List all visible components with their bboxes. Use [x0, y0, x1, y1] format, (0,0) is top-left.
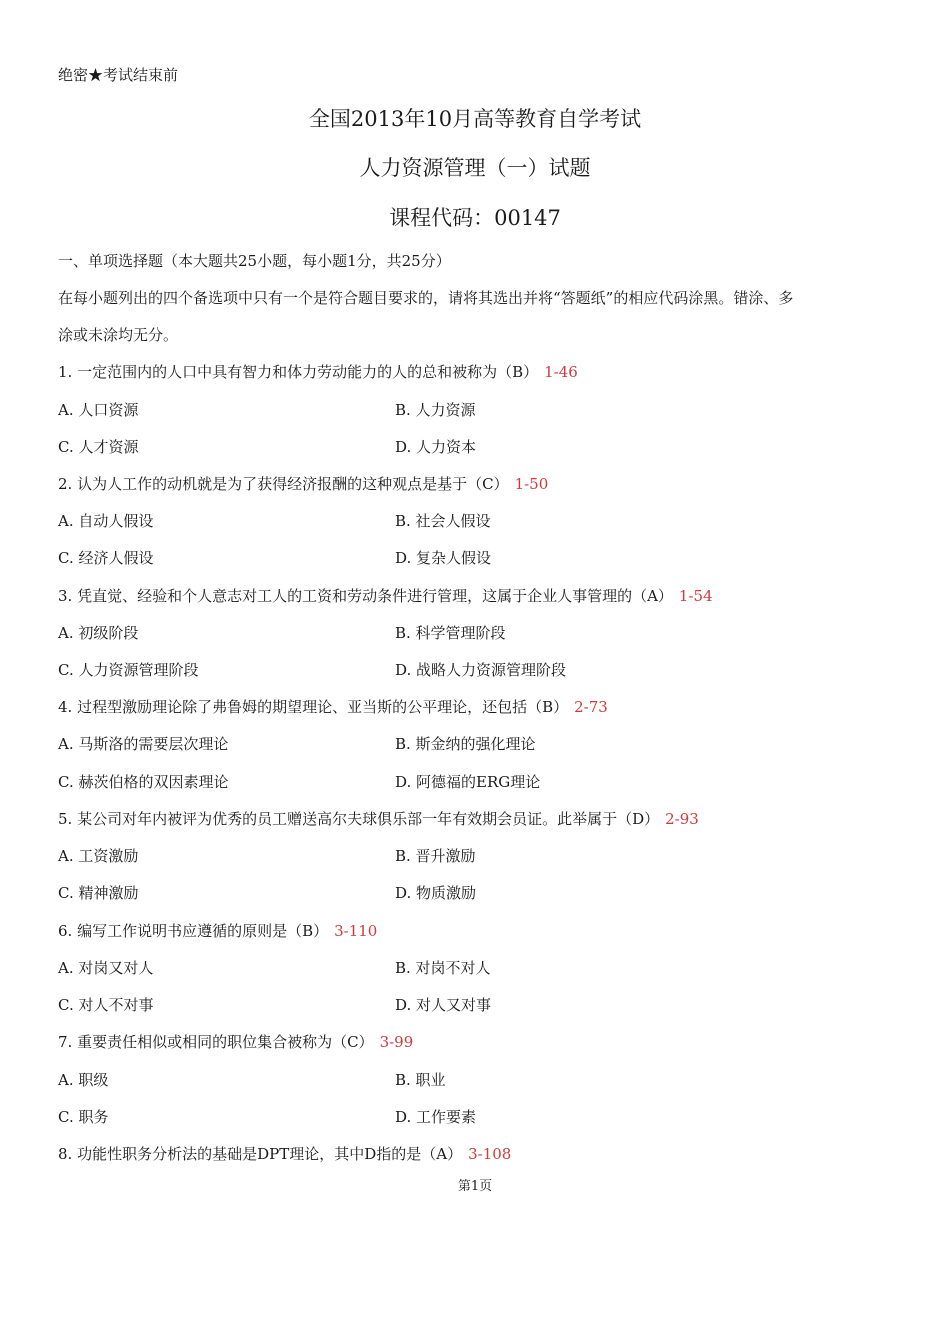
option-d: D. 工作要素 [395, 1108, 477, 1126]
option-d: D. 战略人力资源管理阶段 [395, 661, 567, 679]
option-c: C. 对人不对事 [58, 996, 154, 1014]
option-c: C. 赫茨伯格的双因素理论 [58, 773, 229, 791]
page-reference: 1-50 [514, 475, 549, 493]
option-d: D. 阿德福的ERG理论 [395, 773, 541, 791]
question-stem [58, 808, 699, 829]
question-text: 4. 过程型激励理论除了弗鲁姆的期望理论、亚当斯的公平理论，还包括（B） [58, 698, 569, 716]
page-reference: 3-99 [379, 1033, 414, 1051]
option-b: B. 人力资源 [395, 401, 476, 419]
option-c: C. 人才资源 [58, 438, 139, 456]
option-a: A. 职级 [58, 1071, 109, 1089]
page-reference: 1-46 [544, 363, 578, 381]
page-number: 第1页 [457, 1179, 493, 1194]
question-stem [58, 1143, 511, 1164]
option-b: B. 对岗不对人 [395, 959, 491, 977]
course-code: 课程代码：00147 [389, 206, 561, 230]
page-reference: 3-108 [468, 1145, 512, 1163]
section-heading: 一、单项选择题（本大题共25小题，每小题1分，共25分） [58, 252, 451, 270]
question-text: 3. 凭直觉、经验和个人意志对工人的工资和劳动条件进行管理，这属于企业人事管理的（A） [58, 587, 673, 605]
question-text: 1. 一定范围内的人口中具有智力和体力劳动能力的人的总和被称为（B） [58, 363, 539, 381]
option-d: D. 物质激励 [395, 884, 477, 902]
question-stem [58, 585, 713, 606]
question-stem [58, 361, 578, 382]
question-text: 2. 认为人工作的动机就是为了获得经济报酬的这种观点是基于（C） [58, 475, 509, 493]
option-c: C. 人力资源管理阶段 [58, 661, 199, 679]
question-stem [58, 1031, 413, 1052]
option-b: B. 社会人假设 [395, 512, 491, 530]
question-text: 6. 编写工作说明书应遵循的原则是（B） [58, 922, 329, 940]
page-reference: 2-73 [574, 698, 608, 716]
option-a: A. 初级阶段 [58, 624, 139, 642]
page-reference: 1-54 [678, 587, 713, 605]
option-a: A. 工资激励 [58, 847, 139, 865]
question-text: 8. 功能性职务分析法的基础是DPT理论，其中D指的是（A） [58, 1145, 463, 1163]
page-reference: 2-93 [665, 810, 699, 828]
secret-label: 绝密★考试结束前 [58, 66, 179, 84]
question-text: 5. 某公司对年内被评为优秀的员工赠送高尔夫球俱乐部一年有效期会员证。此举属于（D） [58, 810, 660, 828]
subject-title: 人力资源管理（一）试题 [359, 156, 591, 180]
option-a: A. 自动人假设 [58, 512, 154, 530]
option-c: C. 精神激励 [58, 884, 139, 902]
exam-title: 全国2013年10月高等教育自学考试 [308, 107, 642, 131]
option-a: A. 对岗又对人 [58, 959, 154, 977]
instruction-line-1: 在每小题列出的四个备选项中只有一个是符合题目要求的，请将其选出并将“答题纸”的相应代码涂黑。错涂、多 [58, 289, 794, 307]
option-b: B. 斯金纳的强化理论 [395, 735, 536, 753]
option-d: D. 对人又对事 [395, 996, 492, 1014]
option-c: C. 职务 [58, 1108, 109, 1126]
option-c: C. 经济人假设 [58, 549, 154, 567]
option-b: B. 科学管理阶段 [395, 624, 506, 642]
option-a: A. 人口资源 [58, 401, 139, 419]
instruction-line-2: 涂或未涂均无分。 [58, 326, 179, 344]
option-b: B. 职业 [395, 1071, 446, 1089]
question-text: 7. 重要责任相似或相同的职位集合被称为（C） [58, 1033, 374, 1051]
question-stem [58, 473, 548, 494]
question-stem [58, 920, 377, 941]
option-d: D. 人力资本 [395, 438, 477, 456]
page-reference: 3-110 [334, 922, 378, 940]
option-a: A. 马斯洛的需要层次理论 [58, 735, 229, 753]
question-stem [58, 696, 608, 717]
option-d: D. 复杂人假设 [395, 549, 492, 567]
option-b: B. 晋升激励 [395, 847, 476, 865]
